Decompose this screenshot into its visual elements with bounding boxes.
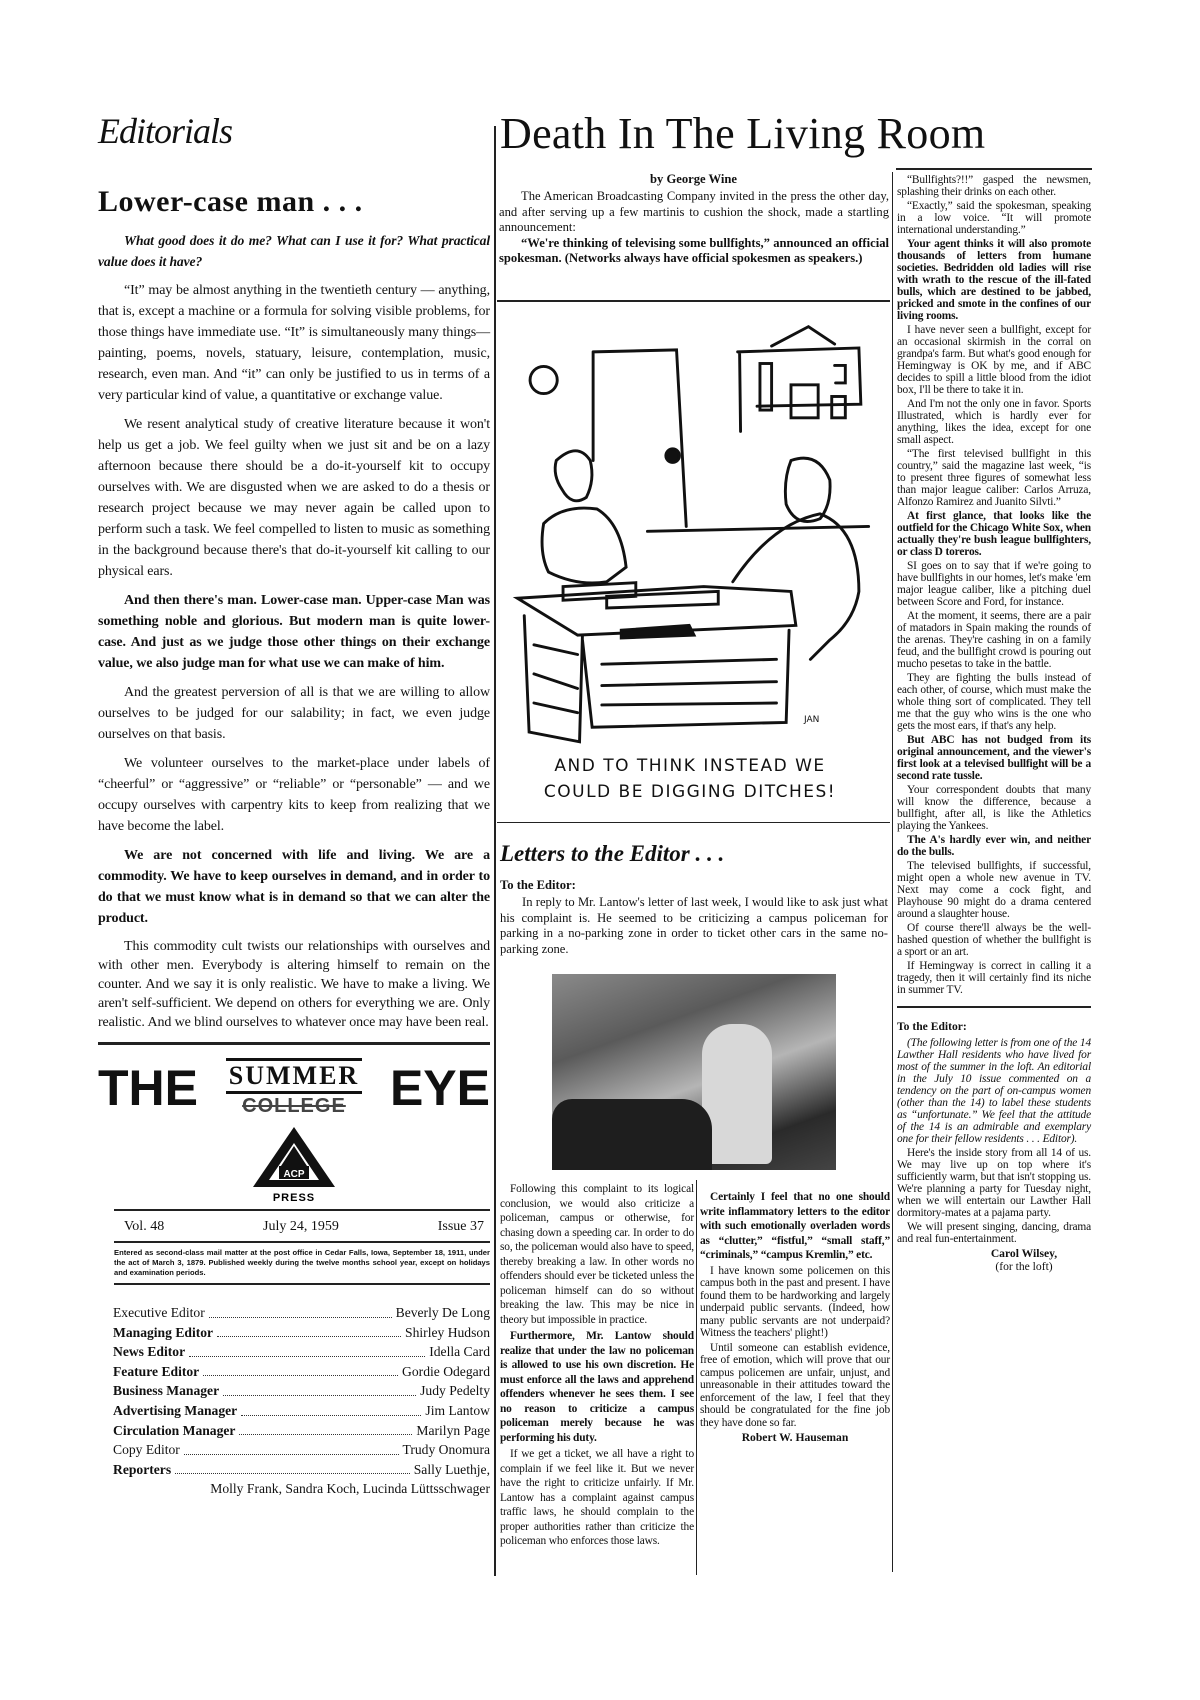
letter1-paragraph: If we get a ticket, we all have a right to complain if we feel like it. But we never have the right to criticize unfairly. If Mr. Lantow has a complaint against campus traffic laws, he should complain to the proper authorities rather than criticize the policeman who enforces those laws. — [500, 1448, 694, 1547]
staff-row — [113, 1421, 490, 1441]
left-column — [98, 110, 490, 1499]
column-paragraph: I have never seen a bullfight, except for an occasional skirmish in the corral on grandpa's farm. But what's good enough for Hemingway is OK by me, and if ABC decides to spill a little blood from the idiot box, I'll be there to take it in. — [897, 324, 1091, 396]
letter1-paragraph: Certainly I feel that no one should write inflammatory letters to the editor with such emotionally overladen words as “clutter,” “fistful,” “small staff,” “criminals,” “campus Kremlin,” etc. — [700, 1191, 890, 1261]
staff-row-continued — [113, 1479, 490, 1499]
editorial-paragraph: We are not concerned with life and living. We are a commodity. We have to keep ourselves in demand, and in order to do that we must know what is in demand so that we can alter the product. — [98, 848, 490, 926]
column-paragraph: At first glance, that looks like the outfield for the Chicago White Sox, when actually they're bush league bullfighters, or class D toreros. — [897, 510, 1091, 558]
staff-role: Business Manager — [113, 1383, 220, 1399]
staff-name: Sally Luethje, — [413, 1461, 490, 1477]
photo-car — [552, 1099, 712, 1170]
divider — [114, 1241, 490, 1243]
column-paragraph: SI goes on to say that if we're going to have bullfights in our homes, let's make 'em major league caliber, like a pitching duel between Score and Ford, for instance. — [897, 560, 1091, 608]
letter1-col-b — [700, 1190, 890, 1444]
divider — [114, 1283, 490, 1285]
column-paragraph: Your agent thinks it will also promote thousands of letters from humane societies. Bedridden old ladies will rise with wrath to the rescue of the ill-fated bulls, which are destined to be jabbed, pricked and smote in the confines of our living rooms. — [897, 238, 1091, 322]
divider — [497, 822, 890, 823]
column-intro-text: The American Broadcasting Company invited in the press the other day, and after serving up a few martinis to cushion the shock, made a startling announcement: — [499, 189, 889, 235]
staff-name: Shirley Hudson — [405, 1324, 490, 1340]
staff-box — [113, 1303, 490, 1499]
column-paragraph: But ABC has not budged from its original announcement, and the viewer's first look at a televised bullfight will be a second rate tussle. — [897, 734, 1091, 782]
staff-role: Advertising Manager — [113, 1402, 238, 1418]
masthead-struck-word: COLLEGE — [242, 1095, 346, 1117]
column-paragraph: And I'm not the only one in favor. Sports Illustrated, which is hardly ever for anything, likes the idea, except for one small aspect. — [897, 398, 1091, 446]
letter1-intro-text: In reply to Mr. Lantow's letter of last week, I would like to ask just what his complaint is. He seemed to be criticizing a campus policeman for parking in a no-parking zone in order to ticket other cars in the same no-parking zone. — [500, 895, 888, 956]
issue-date: July 24, 1959 — [263, 1219, 339, 1234]
staff-row — [113, 1401, 490, 1421]
staff-role: News Editor — [113, 1344, 186, 1360]
logo-acp: ACP — [283, 1169, 305, 1180]
staff-row — [113, 1342, 490, 1362]
divider — [497, 300, 890, 302]
staff-row — [113, 1303, 490, 1323]
masthead-the: THE — [98, 1060, 198, 1116]
column-paragraph: The televised bullfights, if successful, might open a whole new avenue in TV. Next may come a cock fight, and Playhouse 90 might do a drama centered around a slaughter house. — [897, 860, 1091, 920]
letter2-editor-note: (The following letter is from one of the 14 Lawther Hall residents who have lived for most of the summer in the loft. An editorial in the July 10 issue commented on a tendency on the part of on-campus women (other than the 14) to label these students as “unfortunate.” We feel that the attitude of the 14 is an admirable and exemplary one for their fellow residents . . . Editor). — [897, 1037, 1091, 1145]
letter2-paragraph: We will present singing, dancing, drama and real fun-entertainment. — [897, 1221, 1091, 1245]
staff-role: Managing Editor — [113, 1324, 214, 1340]
cartoon — [500, 305, 888, 810]
masthead-eye: EYE — [389, 1060, 490, 1116]
letter2-paragraph: Here's the inside story from all 14 of us. We may live up on top where it's sufficiently warm, but that isn't stopping us. We're planning a party for Tuesday night, when we will entertain our Lawther Hall dormitory-mates at a pajama party. — [897, 1147, 1091, 1219]
letter1-paragraph: Until someone can establish evidence, free of emotion, which will prove that our campus policemen are unfair, unjust, and unreasonable in their attitudes toward the enforcement of the law, I feel that they should be congratulated for the fine job they have done so far. — [700, 1341, 890, 1429]
staff-name: Idella Card — [429, 1344, 490, 1360]
staff-name: Gordie Odegard — [402, 1363, 490, 1379]
staff-role: Copy Editor — [113, 1442, 180, 1458]
cartoon-caption: AND TO THINK INSTEAD WE COULD BE DIGGING DITCHES! — [543, 756, 837, 802]
staff-name: Trudy Onomura — [402, 1442, 490, 1458]
editorial-headline: Lower-case man . . . — [98, 185, 363, 218]
issue-number: Issue 37 — [437, 1219, 484, 1234]
entry-notice: Entered as second-class mail matter at the post office in Cedar Falls, Iowa, September 18, 1911, under the act of March 3, 1879. Published weekly during the twelve months school year, except on holidays and examination periods. — [114, 1248, 490, 1277]
staff-names-more: Molly Frank, Sandra Koch, Lucinda Lüttsschwager — [210, 1481, 490, 1497]
staff-role: Circulation Manager — [113, 1422, 236, 1438]
letter2-signature: Carol Wilsey, — [990, 1247, 1058, 1260]
logo-press: PRESS — [272, 1192, 316, 1204]
staff-row — [113, 1440, 490, 1460]
acp-logo — [249, 1125, 339, 1203]
column-headline: Death In The Living Room — [500, 109, 986, 158]
divider — [897, 1006, 1091, 1008]
letter1-paragraph: I have known some policemen on this campus both in the past and present. I have found them to be hardworking and largely underpaid public servants. (Indeed, how many public servants are not underpaid? Witness the teachers' plight!) — [700, 1264, 890, 1339]
column-paragraph: “Exactly,” said the spokesman, speaking in a low voice. “It will promote international understanding.” — [897, 200, 1091, 236]
editorial-paragraph: This commodity cult twists our relationships with ourselves and with other men. Everybody is altering himself to remain on the counter. And we say it is only realistic. We have to make a living. We aren't self-sufficient. We depend on others for everything we are. Only realistic. And we blind ourselves to whatever once may have been real. — [98, 939, 490, 1030]
staff-role: Reporters — [113, 1461, 172, 1477]
column-rule — [696, 1180, 697, 1575]
column-paragraph: At the moment, it seems, there are a pair of matadors in Spain making the rounds of the arenas. They're cashing in on a family feud, and the bullfight crowd is pouring out mucho pesetas to take in the battle. — [897, 610, 1091, 670]
letters-heading: Letters to the Editor . . . — [500, 841, 725, 866]
column-intro — [499, 189, 889, 267]
letter1-intro — [500, 895, 888, 957]
letter1-paragraph: Following this complaint to its logical conclusion, we would also criticize a policeman, campus or otherwise, for chasing down a speeding car. In order to do so, the policeman would also have to speed, thereby breaking a law. In other words no offenders should ever be ticketed unless the policeman himself can do so without breaking the law. This may be nice in theory but impossible in practice. — [500, 1183, 694, 1326]
staff-role: Feature Editor — [113, 1363, 200, 1379]
column-quote: “We're thinking of televising some bullfights,” announced an official spokesman. (Networks always have official spokesmen as speakers.) — [499, 235, 889, 266]
column-paragraph: Of course there'll always be the well-hashed question of whether the bullfight is a sport or an art. — [897, 922, 1091, 958]
divider — [896, 168, 1092, 170]
letter1-paragraph: Furthermore, Mr. Lantow should realize that under the law no policeman is allowed to use his own discretion. He must enforce all the laws and apprehend offenders whenever he sees them. I see no reason to criticize a campus policeman merely because he was performing his duty. — [500, 1330, 694, 1444]
divider — [98, 1042, 490, 1045]
staff-role: Executive Editor — [113, 1305, 205, 1320]
column-rule — [892, 172, 893, 1572]
letter1-col-a — [500, 1182, 694, 1547]
editorial-paragraph: We volunteer ourselves to the market-place under labels of “cheerful” or “aggressive” or “reliable” or “personable” — and we occupy ourselves with carpentry kits to keep from realizing that we have become the label. — [98, 756, 490, 834]
column-paragraph: Your correspondent doubts that many will know the difference, because a bullfight, after all, is like the Athletics playing the Yankees. — [897, 784, 1091, 832]
column-paragraph: “Bullfights?!!” gasped the newsmen, splashing their drinks on each other. — [897, 174, 1091, 198]
editorial-body — [98, 230, 490, 1032]
column-body — [897, 174, 1091, 996]
column-paragraph: If Hemingway is correct in calling it a tragedy, then it will certainly find its niche in summer TV. — [897, 960, 1091, 996]
masthead-name-stack — [226, 1058, 362, 1118]
letter1-signature: Robert W. Hauseman — [741, 1431, 849, 1444]
column-paragraph: The A's hardly ever win, and neither do the bulls. — [897, 834, 1091, 858]
photo-policeman — [702, 1024, 772, 1164]
right-column — [897, 174, 1091, 1273]
editorial-paragraph: “It” may be almost anything in the twentieth century — anything, that is, except a machine or a formula for solving visible problems, for those things have immediate use. “It” is simultaneously many things—painting, poems, novels, statuary, leisure, contemplation, music, research, even man. And “it” can only be justified to us in terms of a very particular kind of value, a quantitative or exchange value. — [98, 283, 490, 403]
volume-number: Vol. 48 — [124, 1219, 165, 1234]
staff-name: Jim Lantow — [425, 1402, 490, 1418]
column-rule — [494, 126, 496, 1576]
staff-name: Marilyn Page — [416, 1422, 490, 1438]
editorial-paragraph: And the greatest perversion of all is that we are willing to allow ourselves to be judged for our salability; in fact, we even judge ourselves on that basis. — [98, 685, 490, 742]
issue-line — [124, 1217, 484, 1237]
section-title: Editorials — [98, 111, 233, 151]
cartoon-signature: JAN — [804, 715, 820, 725]
letter2-signature-note: (for the loft) — [995, 1260, 1053, 1273]
column-paragraph: “The first televised bullfight in this country,” said the magazine last week, “is to present three figures of somewhat less than major league caliber: Carlos Arruza, Alfonzo Ramirez and Juanito Silvti.” — [897, 448, 1091, 508]
staff-row — [113, 1381, 490, 1401]
staff-row — [113, 1323, 490, 1343]
letter1-salutation: To the Editor: — [500, 878, 576, 892]
masthead-title — [98, 1055, 490, 1121]
letter2 — [897, 1020, 1091, 1273]
editorial-lead: What good does it do me? What can I use it for? What practical value does it have? — [98, 233, 490, 269]
editorial-paragraph: And then there's man. Lower-case man. Upper-case Man was something noble and glorious. But modern man is quite lower-case. And just as we judge those other things on their exchange value, we also judge man for what use we can make of him. — [98, 593, 490, 671]
editorial-paragraph: We resent analytical study of creative literature because it won't help us get a job. We feel guilty when we just sit and be on a lazy afternoon because there should be a do-it-yourself kit to occupy ourselves with. We are disgusted when we are asked to do a thesis or research project because we may never again be called upon to perform such a task. We feel compelled to listen to music as something in the background because there's that do-it-yourself kit calling to our physical ears. — [98, 417, 490, 579]
staff-name: Beverly De Long — [395, 1305, 490, 1320]
divider — [114, 1209, 490, 1211]
staff-name: Judy Pedelty — [420, 1383, 490, 1399]
masthead-summer: SUMMER — [226, 1058, 362, 1094]
staff-row — [113, 1362, 490, 1382]
staff-row — [113, 1460, 490, 1480]
column-paragraph: They are fighting the bulls instead of each other, of course, which must make the whole thing sort of complicated. They tell me that the guy who wins is the one who gets the most ears, if that's any help. — [897, 672, 1091, 732]
column-byline: by George Wine — [650, 172, 737, 186]
letter2-salutation: To the Editor: — [897, 1020, 967, 1033]
police-photo — [552, 974, 836, 1170]
